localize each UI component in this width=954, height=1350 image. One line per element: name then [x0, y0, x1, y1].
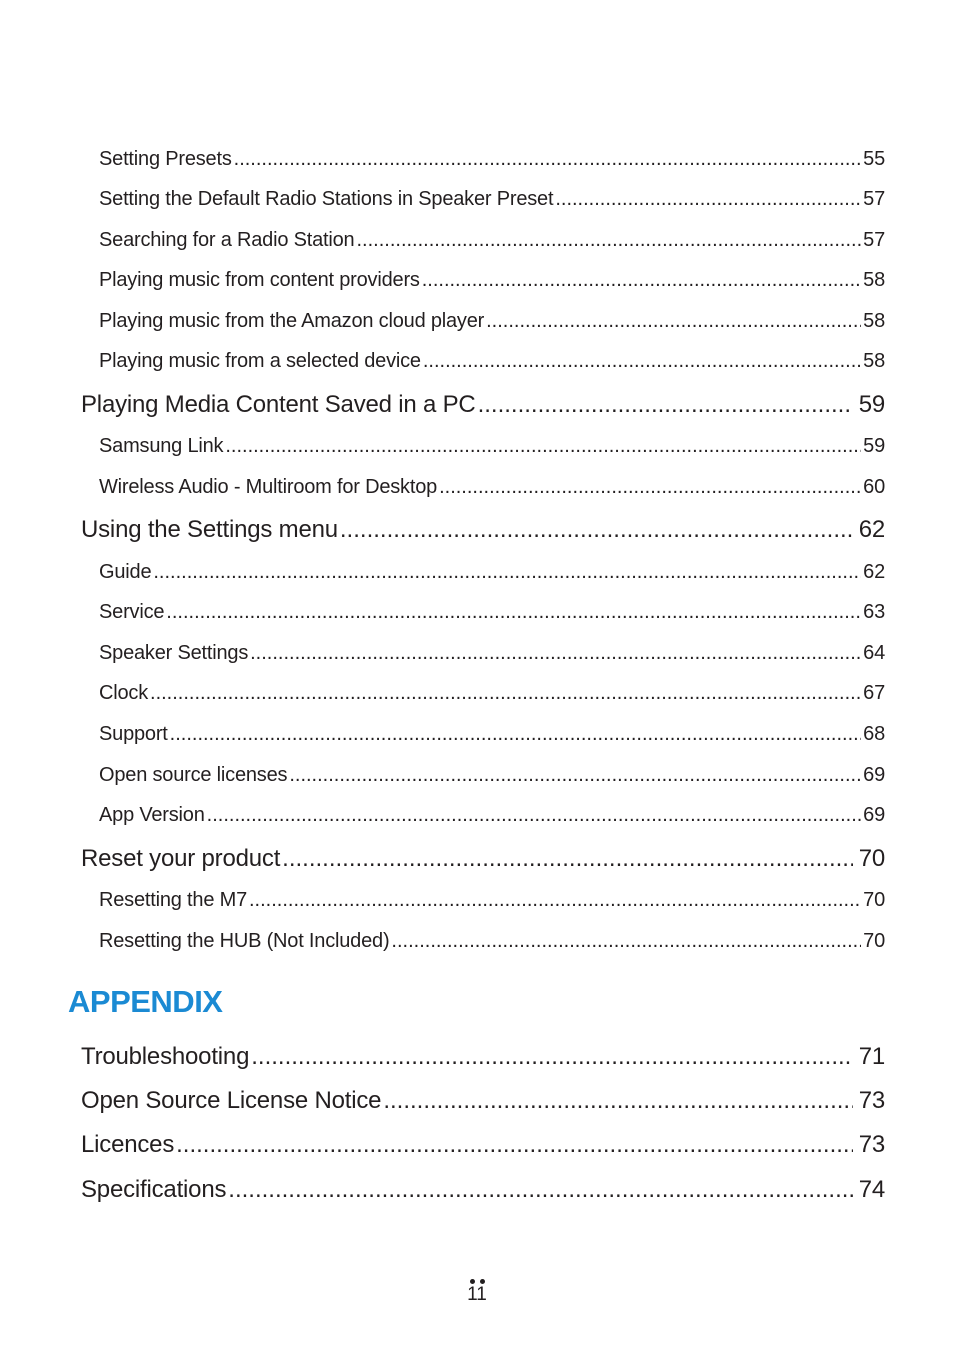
toc-entry-page: 60	[863, 476, 885, 498]
toc-entry-resetting-m7[interactable]	[99, 889, 885, 912]
toc-entry-label: Playing music from a selected device	[99, 350, 421, 372]
toc-entry-service[interactable]	[99, 601, 885, 624]
toc-entry-label: Guide	[99, 561, 152, 583]
toc-entry-page: 70	[858, 845, 885, 872]
toc-entry-selected-device[interactable]	[99, 350, 885, 373]
toc-dot-leader	[282, 845, 853, 873]
toc-section-settings-menu[interactable]	[81, 516, 885, 544]
toc-entry-page: 57	[863, 188, 885, 210]
toc-dot-leader	[207, 804, 861, 827]
toc-entry-page: 62	[863, 561, 885, 583]
toc-dot-leader	[383, 1087, 852, 1115]
toc-entry-page: 55	[863, 148, 885, 170]
toc-entry-page: 62	[858, 516, 885, 543]
toc-entry-page: 70	[863, 889, 885, 911]
toc-dot-leader	[249, 889, 861, 912]
toc-entry-label: Setting Presets	[99, 148, 232, 170]
toc-appendix-specifications[interactable]	[81, 1176, 885, 1204]
toc-dot-leader	[391, 930, 861, 953]
toc-dot-leader	[251, 1043, 852, 1071]
toc-dot-leader	[478, 391, 853, 419]
toc-entry-page: 58	[863, 269, 885, 291]
toc-entry-page: 74	[858, 1176, 885, 1203]
toc-entry-label: Support	[99, 723, 168, 745]
toc-appendix-licences[interactable]	[81, 1131, 885, 1159]
toc-entry-label: Playing Media Content Saved in a PC	[81, 391, 476, 418]
toc-dot-leader	[555, 188, 861, 211]
toc-dot-leader	[250, 642, 861, 665]
toc-dot-leader	[340, 516, 853, 544]
toc-section-media-content-pc[interactable]	[81, 391, 885, 419]
toc-section-reset-product[interactable]	[81, 845, 885, 873]
toc-entry-label: Open Source License Notice	[81, 1087, 382, 1114]
toc-entry-default-radio-stations[interactable]	[99, 188, 885, 211]
toc-entry-page: 71	[858, 1043, 885, 1070]
toc-entry-searching-radio-station[interactable]	[99, 229, 885, 252]
toc-entry-guide[interactable]	[99, 561, 885, 584]
toc-dot-leader	[176, 1131, 853, 1159]
page-footer	[0, 1279, 954, 1306]
toc-entry-label: Reset your product	[81, 845, 281, 872]
toc-dot-leader	[439, 476, 861, 499]
page-number: 11	[467, 1284, 487, 1305]
toc-entry-page: 69	[863, 764, 885, 786]
toc-entry-app-version[interactable]	[99, 804, 885, 827]
toc-entry-label: Samsung Link	[99, 435, 224, 457]
toc-entry-page: 68	[863, 723, 885, 745]
toc-dot-leader	[486, 310, 861, 333]
toc-appendix-troubleshooting[interactable]	[81, 1043, 885, 1071]
toc-dot-leader	[422, 269, 861, 292]
toc-dot-leader	[150, 682, 861, 705]
toc-dot-leader	[289, 764, 861, 787]
toc-appendix-open-source-notice[interactable]	[81, 1087, 885, 1115]
toc-entry-content-providers[interactable]	[99, 269, 885, 292]
toc-entry-label: Speaker Settings	[99, 642, 249, 664]
toc-dot-leader	[166, 601, 861, 624]
toc-dot-leader	[225, 435, 861, 458]
toc-entry-page: 63	[863, 601, 885, 623]
toc-entry-label: Open source licenses	[99, 764, 288, 786]
toc-entry-label: Specifications	[81, 1176, 227, 1203]
toc-dot-leader	[153, 561, 861, 584]
toc-entry-label: App Version	[99, 804, 205, 826]
toc-entry-label: Resetting the M7	[99, 889, 247, 911]
toc-entry-multiroom-desktop[interactable]	[99, 476, 885, 499]
toc-entry-page: 69	[863, 804, 885, 826]
toc-entry-page: 59	[858, 391, 885, 418]
toc-entry-page: 57	[863, 229, 885, 251]
toc-entry-label: Playing music from content providers	[99, 269, 420, 291]
toc-entry-setting-presets[interactable]	[99, 148, 885, 171]
toc-entry-resetting-hub[interactable]	[99, 930, 885, 953]
toc-entry-page: 67	[863, 682, 885, 704]
toc-entry-label: Searching for a Radio Station	[99, 229, 355, 251]
toc-entry-label: Wireless Audio - Multiroom for Desktop	[99, 476, 438, 498]
toc-dot-leader	[228, 1176, 852, 1204]
toc-entry-label: Setting the Default Radio Stations in Speaker Preset	[99, 188, 554, 210]
toc-entry-label: Troubleshooting	[81, 1043, 250, 1070]
toc-entry-open-source-licenses[interactable]	[99, 764, 885, 787]
toc-entry-label: Using the Settings menu	[81, 516, 338, 543]
toc-entry-page: 64	[863, 642, 885, 664]
toc-dot-leader	[423, 350, 861, 373]
toc-entry-page: 59	[863, 435, 885, 457]
toc-entry-page: 73	[858, 1131, 885, 1158]
toc-dot-leader	[170, 723, 861, 746]
toc-entry-clock[interactable]	[99, 682, 885, 705]
toc-entry-label: Resetting the HUB (Not Included)	[99, 930, 390, 952]
toc-entry-samsung-link[interactable]	[99, 435, 885, 458]
toc-entry-label: Playing music from the Amazon cloud player	[99, 310, 485, 332]
toc-entry-page: 58	[863, 350, 885, 372]
toc-entry-amazon-cloud-player[interactable]	[99, 310, 885, 333]
toc-entry-support[interactable]	[99, 723, 885, 746]
toc-entry-page: 70	[863, 930, 885, 952]
appendix-heading: APPENDIX	[68, 984, 223, 1019]
toc-entry-page: 58	[863, 310, 885, 332]
toc-entry-label: Service	[99, 601, 165, 623]
toc-entry-label: Clock	[99, 682, 149, 704]
toc-entry-label: Licences	[81, 1131, 175, 1158]
toc-dot-leader	[356, 229, 861, 252]
toc-dot-leader	[234, 148, 862, 171]
toc-entry-speaker-settings[interactable]	[99, 642, 885, 665]
toc-entry-page: 73	[858, 1087, 885, 1114]
